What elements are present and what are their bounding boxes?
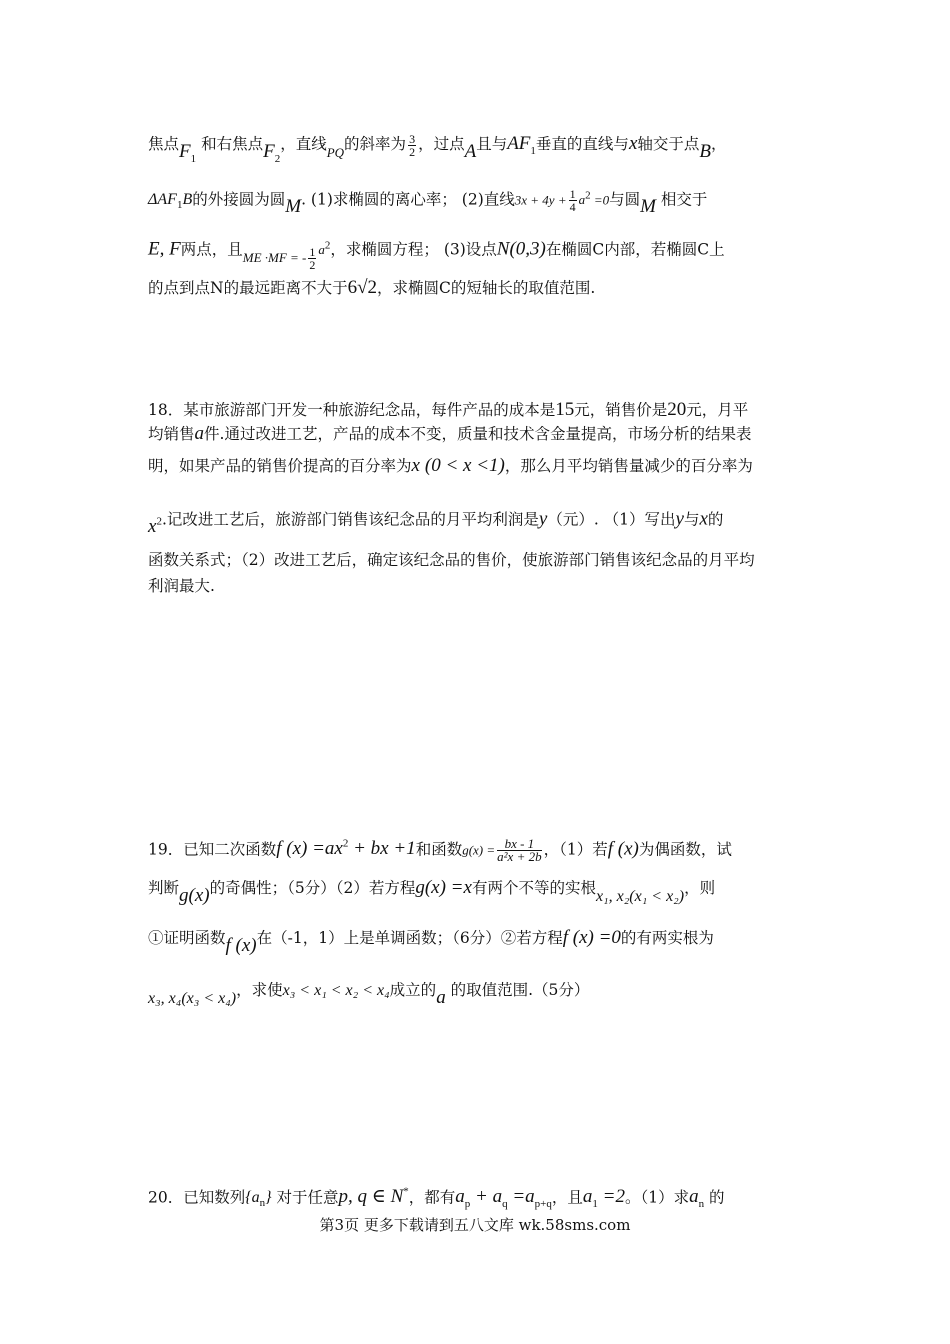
slope-fraction: $\frac{3}{2}$ [409, 131, 416, 159]
page-footer: 第3页 更多下载请到五八文库 wk.58sms.com [319, 1216, 631, 1234]
q18-line-4: $x^2$.记改进工艺后，旅游部门销售该纪念品的月平均利润是y（元）. （1）写出y与x的 [148, 508, 724, 538]
q20-line-1: 20．已知数列$\{a_n\}$ 对于任意p, q ∈ N*，都有$a_p + a_q =a_{p+q}$，且$a_1 =2$。（1）求$a_n$ 的 [148, 1186, 725, 1211]
q18-line-1: 18．某市旅游部门开发一种旅游纪念品，每件产品的成本是15元，销售价是20元，月平 [148, 399, 749, 420]
q18-line-5: 函数关系式；（2）改进工艺后，确定该纪念品的售价，使旅游部门销售该纪念品的月平均 [148, 551, 755, 569]
q19-line-1: 19．已知二次函数f $(x) =ax^2$ + bx +1和函数g(x) = $\frac{bx - 1}{\text{a²x + 2b}}$ ，（1）若f (x)为偶函数，试 [148, 835, 732, 864]
q17-line-2: $\Delta AF_1B$的外接圆为圆M. (1)求椭圆的离心率； (2)直线3x + 4y + $\frac{1}{4}$ $a^2 =0$与圆M 相交于 [148, 186, 708, 218]
q18-line-3: 明，如果产品的销售价提高的百分率为x (0 < x <1)，那么月平均销售量减少的百分率为 [148, 455, 753, 476]
g-fraction: $\frac{bx - 1}{\text{a²x + 2b}}$ [497, 835, 542, 864]
q19-line-3: ①证明函数f (x)在（-1，1）上是单调函数；（6分）②若方程f (x) =0的有两实根为 [148, 927, 714, 956]
q18-line-6: 利润最大. [148, 577, 215, 595]
q19-line-2: 判断g(x)的奇偶性；（5分）（2）若方程g(x) =x有两个不等的实根x₁, x₂(x₁ < x₂)，则 [148, 877, 716, 906]
q19-line-4: x₃, x₄(x₃ < x₄)，求使x₃ < x₁ < x₂ < x₄成立的a 的取值范围.（5分） [148, 981, 590, 1008]
q17-line-4: 的点到点N的最远距离不大于6√2，求椭圆C的短轴长的取值范围. [148, 277, 596, 298]
q17-line-3: E, F两点，且$_{ME \cdot MF = -}$ $\frac{1}{2}$ $a^2$，求椭圆方程； (3)设点N(0,3)在椭圆C内部，若椭圆C上 [148, 238, 725, 272]
q18-line-2: 均销售a件.通过改进工艺，产品的成本不变，质量和技术含金量提高，市场分析的结果表 [148, 423, 752, 444]
q17-line-1: 焦点$F_1$ 和右焦点$F_2$，直线$_{PQ}$的斜率为 $\frac{3}{2}$ ，过点A且与$AF_1$垂直的直线与x轴交于点B， [148, 131, 727, 165]
